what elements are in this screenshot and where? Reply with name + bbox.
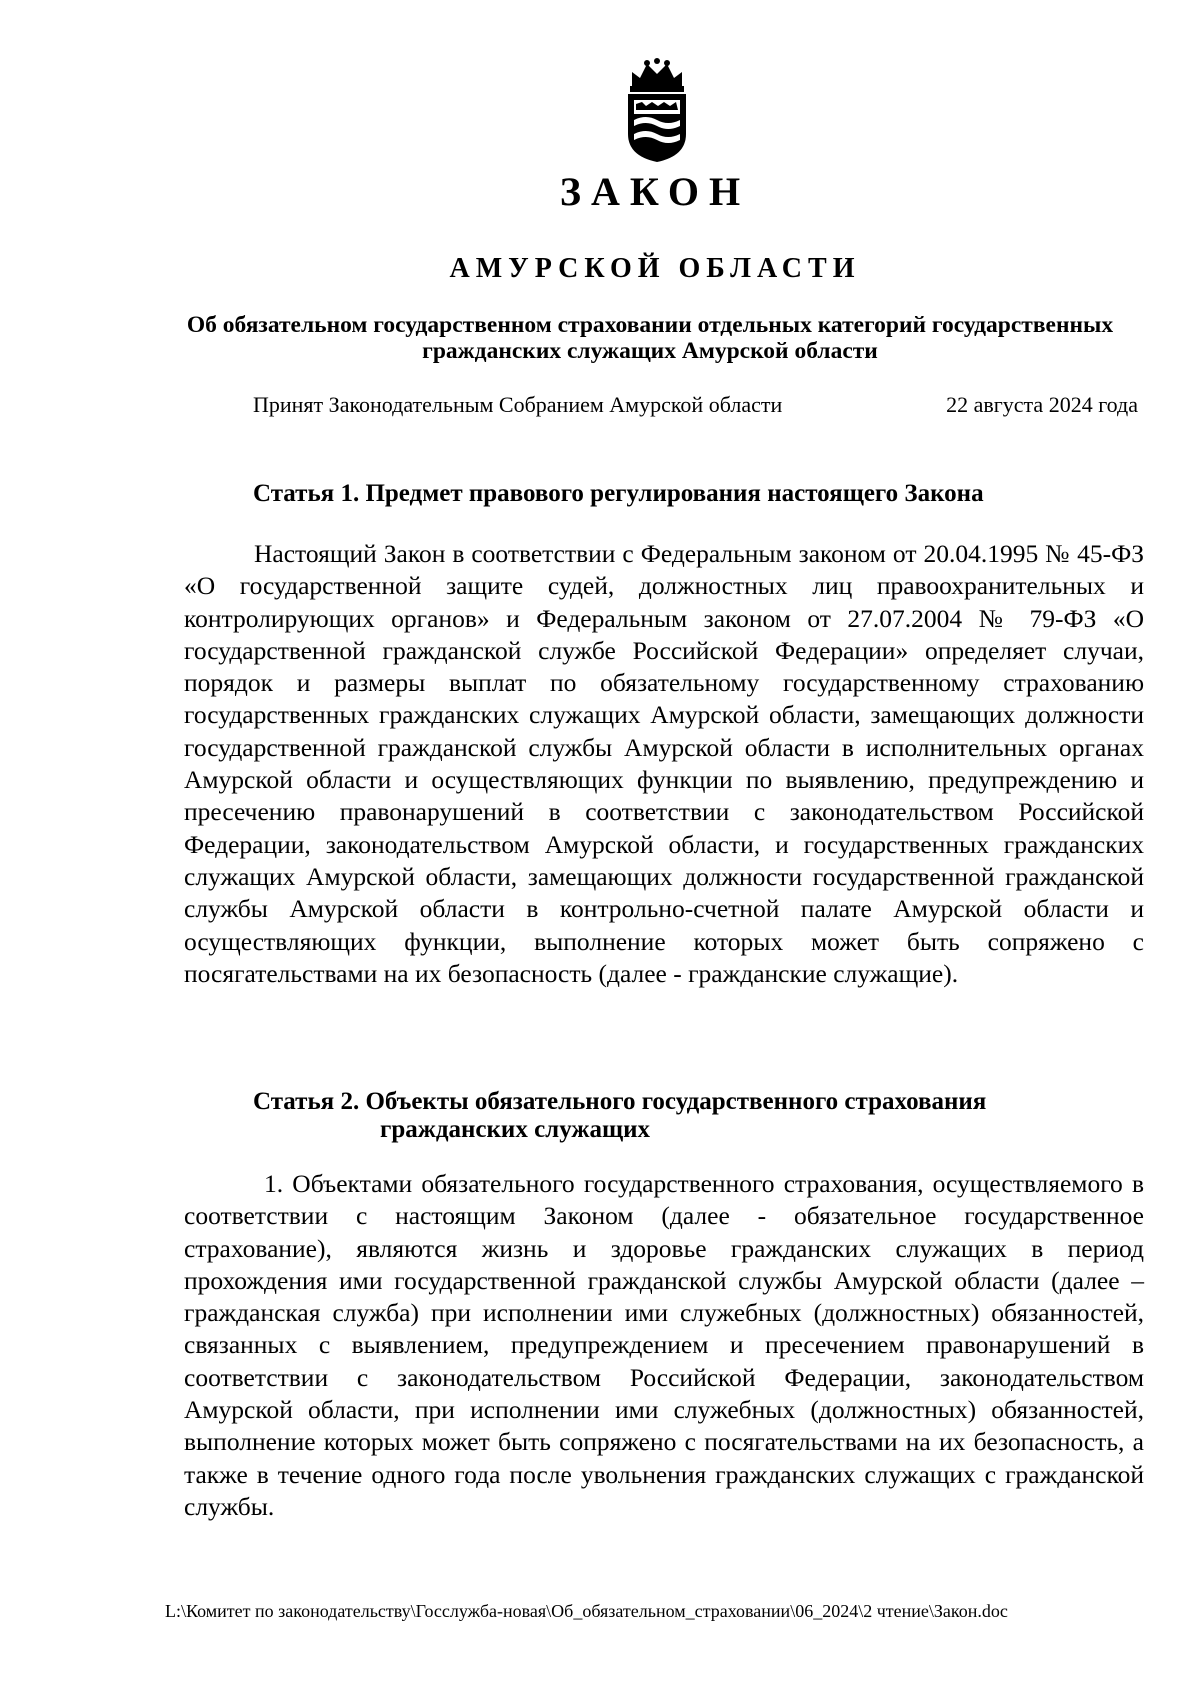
article-2-text: 1. Объектами обязательного государственного страхования, осуществляемого в соответствии с настоящим Законом (далее - обязательное государственное страхование), являются жизнь и здоровье гражданских служащих в период прохождения ими государственной гражданской службы Амурской области (далее – гражданская служба) при исполнении ими служебных (должностных) обязанностей, связанных с выявлением, предупреждением и пресечением правонарушений в соответствии с законодательством Российской Федерации, законодательством Амурской области, при исполнении ими служебных (должностных) обязанностей, выполнение которых может быть сопряжено с посягательствами на их безопасность, а также в течение одного года после увольнения гражданских служащих с гражданской службы. bbox=[184, 1169, 1144, 1521]
adopted-by: Принят Законодательным Собранием Амурской области bbox=[253, 392, 783, 417]
adopted-date: 22 августа 2024 года bbox=[946, 392, 1138, 417]
adoption-line bbox=[253, 392, 1138, 418]
article-1-text: Настоящий Закон в соответствии с Федеральным законом от 20.04.1995 № 45-ФЗ «О государственной защите судей, должностных лиц правоохранительных и контролирующих органов» и Федеральным законом от 27.07.2004 № 79-ФЗ «О государственной гражданской службе Российской Федерации» определяет случаи, порядок и размеры выплат по обязательному государственному страхованию государственных гражданских служащих Амурской области, замещающих должности государственной гражданской службы Амурской области в исполнительных органах Амурской области и осуществляющих функции по выявлению, предупреждению и пресечению правонарушений в соответствии с законодательством Российской Федерации, законодательством Амурской области, и государственных гражданских служащих Амурской области, замещающих должности государственной гражданской службы Амурской области в контрольно-счетной палате Амурской области и осуществляющих функции, выполнение которых может быть сопряжено с посягательствами на их безопасность (далее - гражданские служащие). bbox=[184, 539, 1144, 988]
coat-of-arms-icon bbox=[618, 56, 696, 164]
footer-file-path: L:\Комитет по законодательству\Госслужба-новая\Об_обязательном_страховании\06_2024\2 чтение\Закон.doc bbox=[165, 1601, 1008, 1621]
article-1-title: Статья 1. Предмет правового регулирования настоящего Закона bbox=[253, 480, 984, 507]
article-2-title-line1: Статья 2. Объекты обязательного государственного страхования bbox=[253, 1088, 987, 1115]
article-2-title-line2: гражданских служащих bbox=[380, 1116, 651, 1143]
law-name: Об обязательном государственном страховании отдельных категорий государственных гражданских служащих Амурской области bbox=[186, 312, 1114, 364]
document-subtitle: АМУРСКОЙ ОБЛАСТИ bbox=[449, 253, 861, 284]
article-2-title bbox=[253, 1088, 1113, 1144]
document-title: ЗАКОН bbox=[559, 169, 751, 214]
